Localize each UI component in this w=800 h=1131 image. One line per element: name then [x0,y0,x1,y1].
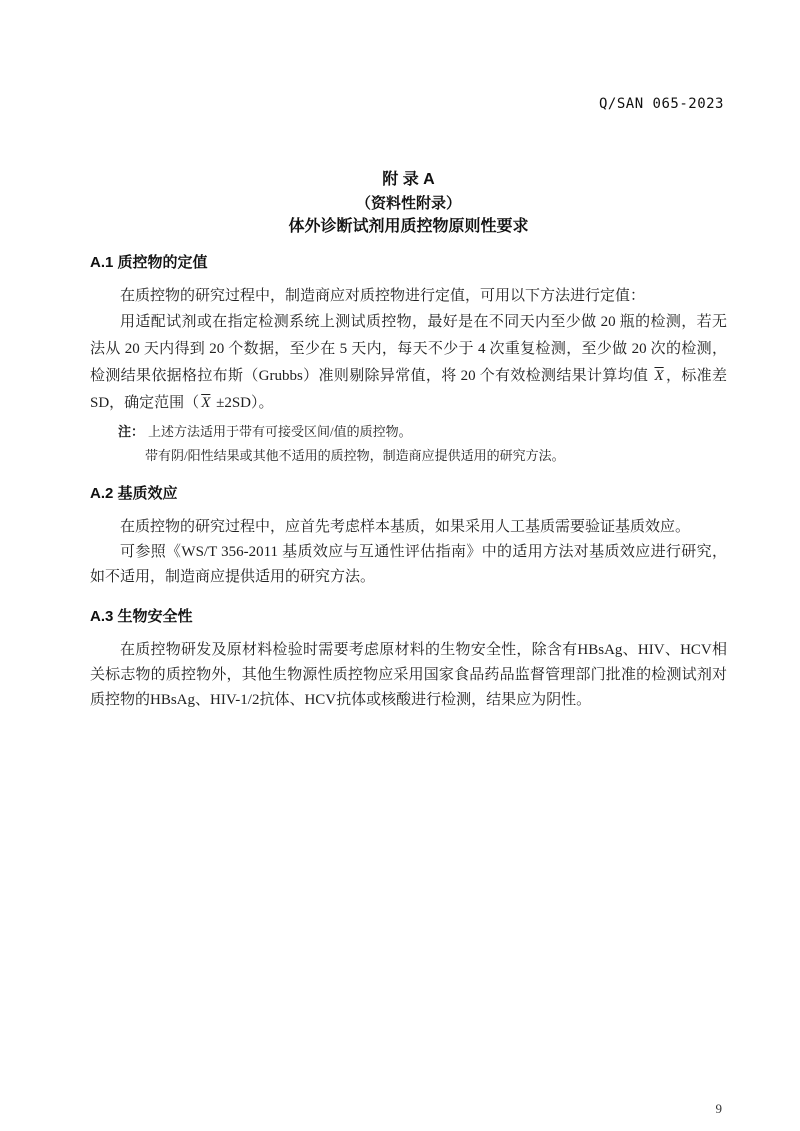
paragraph-text-segment: 用适配试剂或在指定检测系统上测试质控物，最好是在不同天内至少做 20 瓶的检测，若无法从 20 天内得到 20 个数据，至少在 5 天内，每天不少于 4 次重复检测，至少做 20 次的检测，检测结果依据格拉布斯（Grubbs）准则剔除异常值，将 20 个有效检测结果计算均值 [90,314,727,384]
annex-label: 附 录 A [382,171,435,188]
standard-number: Q/SAN 065-2023 [598,96,724,112]
section-a1-heading: A.1 质控物的定值 [90,254,208,271]
note-line-2: 带有阴/阳性结果或其他不适用的质控物，制造商应提供适用的研究方法。 [145,448,565,463]
section-a2-paragraph-2: 可参照《WS/T 356-2011 基质效应与互通性评估指南》中的适用方法对基质效应进行研究，如不适用，制造商应提供适用的研究方法。 [90,544,727,585]
mean-xbar-symbol: $\overline{X}$ [201,395,211,411]
page-number: 9 [715,1101,722,1116]
page-content [90,0,727,713]
note-label: 注： [118,424,145,439]
section-a3-paragraph-1: 在质控物研发及原材料检验时需要考虑原材料的生物安全性，除含有HBsAg、HIV、HCV相关标志物的质控物外，其他生物源性质控物应采用国家食品药品监督管理部门批准的检测试剂对质控物的HBsAg、HIV-1/2抗体、HCV抗体或核酸进行检测，结果应为阴性。 [90,642,727,708]
section-a2-heading: A.2 基质效应 [90,485,178,502]
section-a3-heading: A.3 生物安全性 [90,608,193,625]
section-a1-paragraph-2 [90,309,727,417]
paragraph-text-segment: ，标准差 SD，确定范围（ [90,368,727,411]
section-a2-paragraph-1: 在质控物的研究过程中，应首先考虑样本基质，如果采用人工基质需要验证基质效应。 [120,519,691,535]
annex-document-title: 体外诊断试剂用质控物原则性要求 [288,218,529,235]
section-a1-note [90,420,727,468]
paragraph-text-segment: ±2SD）。 [212,395,274,411]
annex-title-block [90,0,727,238]
mean-xbar-symbol: $\overline{X}$ [654,368,664,384]
note-text: 上述方法适用于带有可接受区间/值的质控物。 [148,424,412,439]
section-a1-paragraph-1: 在质控物的研究过程中，制造商应对质控物进行定值，可用以下方法进行定值： [120,288,646,304]
note-line-1 [118,420,727,444]
annex-type-label: （资料性附录） [355,195,461,212]
